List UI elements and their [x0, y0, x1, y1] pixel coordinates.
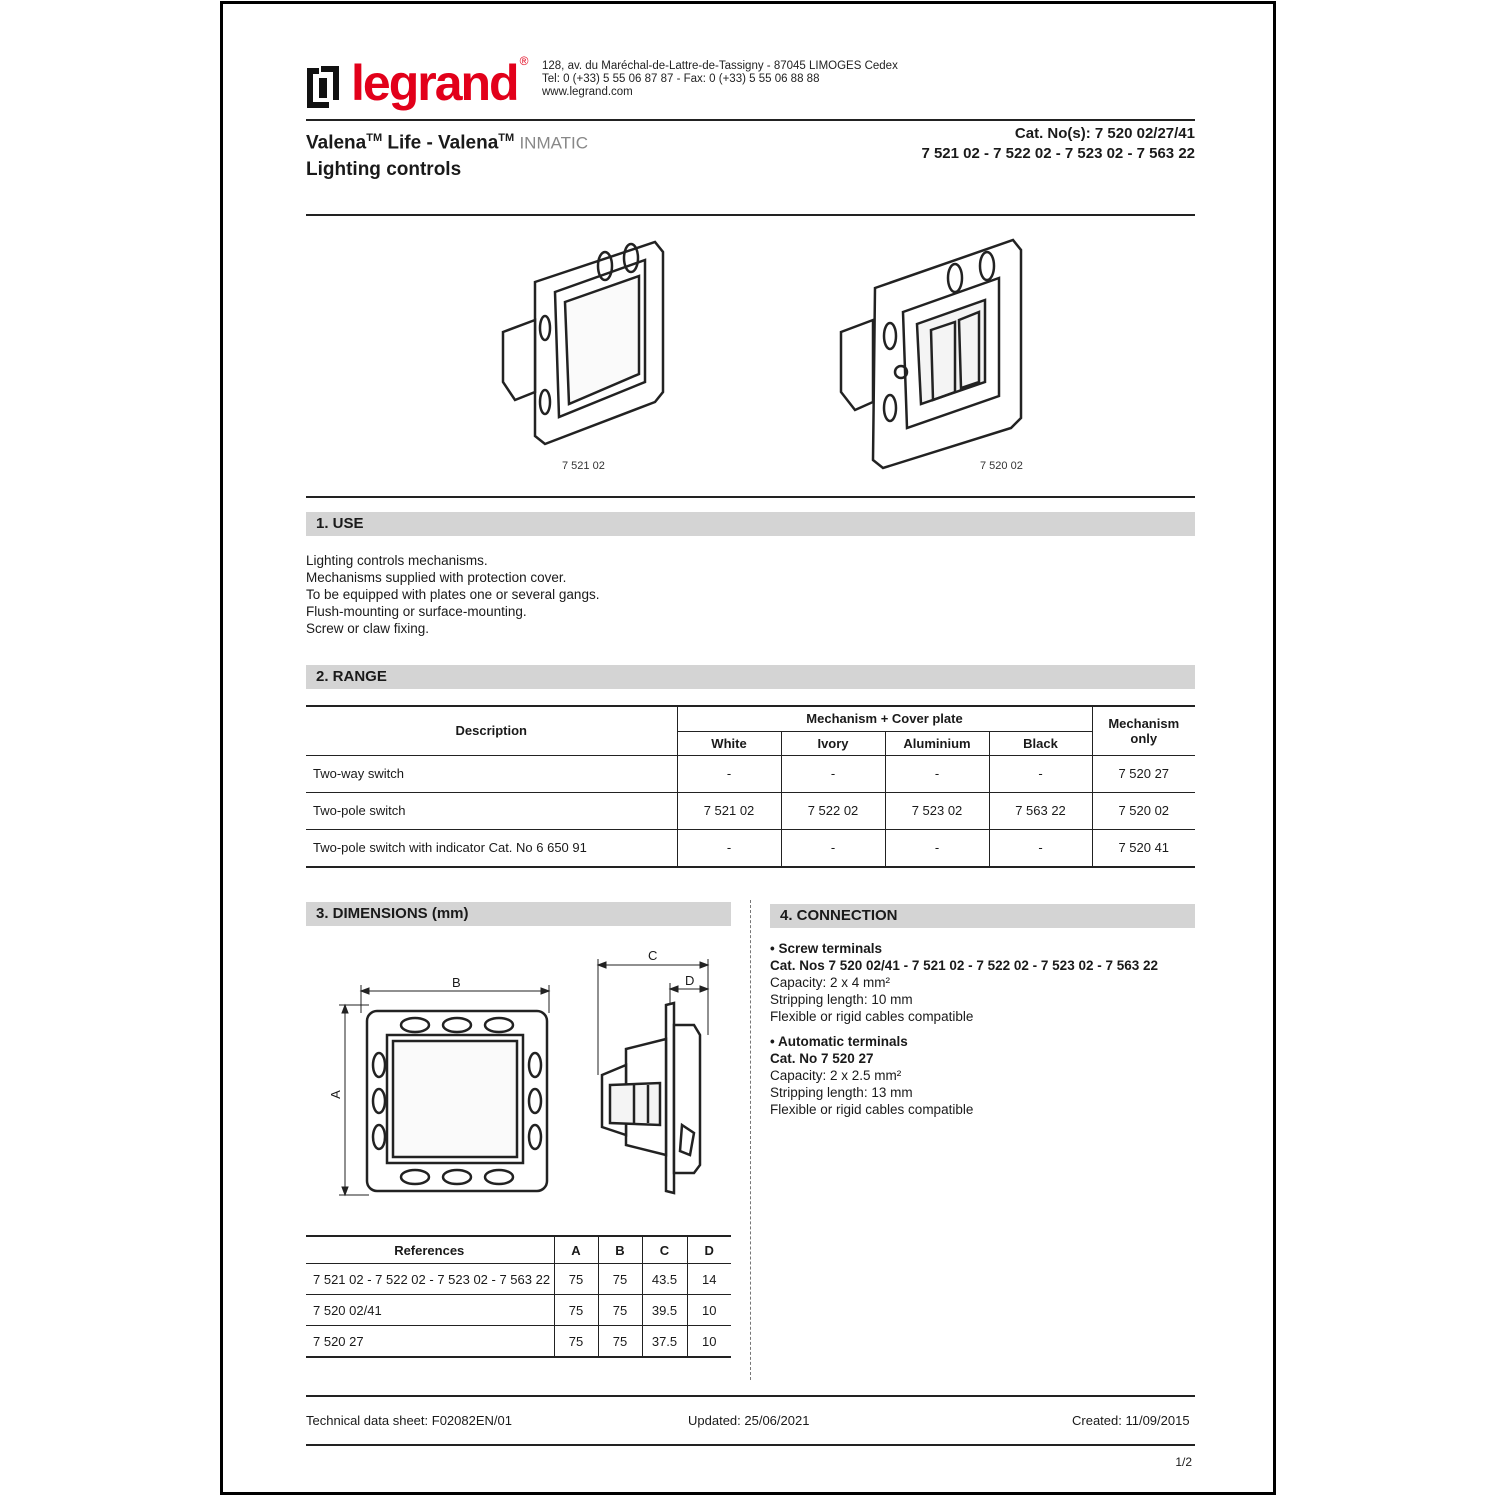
- column-header-c: C: [642, 1236, 687, 1264]
- section-heading-connection: 4. CONNECTION: [770, 904, 1195, 928]
- use-line: To be equipped with plates one or several gangs.: [306, 587, 600, 602]
- side-dimension-drawing: [590, 955, 720, 1200]
- dimension-label-d: D: [685, 973, 695, 988]
- column-header-mechanism-only: Mechanism only: [1092, 706, 1195, 755]
- use-line: Flush-mounting or surface-mounting.: [306, 604, 527, 619]
- connection-details: [770, 940, 1158, 1118]
- screw-capacity: Capacity: 2 x 4 mm²: [770, 975, 891, 990]
- dimension-label-b: B: [452, 975, 461, 990]
- column-header-ivory: Ivory: [781, 731, 885, 755]
- product-image-mechanism: [835, 232, 1030, 472]
- automatic-terminals-cat: Cat. No 7 520 27: [770, 1051, 874, 1066]
- divider: [306, 119, 1195, 121]
- divider: [306, 1395, 1195, 1397]
- screw-cables: Flexible or rigid cables compatible: [770, 1009, 974, 1024]
- divider: [306, 496, 1195, 498]
- column-header-aluminium: Aluminium: [885, 731, 989, 755]
- front-dimension-drawing: [325, 965, 565, 1205]
- column-header-d: D: [687, 1236, 731, 1264]
- company-address: [542, 60, 898, 99]
- image-caption-left: 7 521 02: [562, 460, 605, 472]
- legrand-logo-icon: [305, 64, 341, 108]
- inmatic-logo: INMATIC: [519, 133, 589, 153]
- document-subtitle: Lighting controls: [306, 159, 462, 181]
- document-title: Valena™ Life - Valena™ INMATIC Lighting controls: [306, 125, 588, 183]
- dimension-label-a: A: [327, 1090, 343, 1099]
- table-row: 7 520 02/41 75 75 39.5 10: [306, 1295, 731, 1326]
- divider: [306, 214, 1195, 216]
- column-header-a: A: [554, 1236, 598, 1264]
- table-row: 7 520 27 75 75 37.5 10: [306, 1326, 731, 1358]
- table-row: Two-pole switch 7 521 02 7 522 02 7 523 02 7 563 22 7 520 02: [306, 792, 1195, 829]
- column-divider: [750, 900, 751, 1380]
- screw-terminals-title: • Screw terminals: [770, 941, 883, 956]
- address-line: 128, av. du Maréchal-de-Lattre-de-Tassigny - 87045 LIMOGES Cedex: [542, 60, 898, 72]
- website-link[interactable]: www.legrand.com: [542, 86, 633, 98]
- use-line: Lighting controls mechanisms.: [306, 553, 488, 568]
- footer-updated: Updated: 25/06/2021: [688, 1413, 810, 1428]
- catalogue-numbers: Cat. No(s): 7 520 02/27/41 7 521 02 - 7 522 02 - 7 523 02 - 7 563 22: [921, 125, 1195, 162]
- logo-text: legrand: [351, 55, 518, 111]
- dimensions-table: [306, 1235, 731, 1358]
- section-heading-use: 1. USE: [306, 512, 1195, 536]
- table-row: 7 521 02 - 7 522 02 - 7 523 02 - 7 563 22 75 75 43.5 14: [306, 1264, 731, 1295]
- image-caption-right: 7 520 02: [980, 460, 1023, 472]
- screw-stripping-length: Stripping length: 10 mm: [770, 992, 913, 1007]
- table-row: Two-pole switch with indicator Cat. No 6 650 91 - - - - 7 520 41: [306, 829, 1195, 867]
- use-line: Screw or claw fixing.: [306, 621, 430, 636]
- auto-stripping-length: Stripping length: 13 mm: [770, 1085, 913, 1100]
- page-number: 1/2: [1175, 1455, 1192, 1469]
- divider: [306, 1444, 1195, 1446]
- column-header-black: Black: [989, 731, 1092, 755]
- screw-terminals-cat: Cat. Nos 7 520 02/41 - 7 521 02 - 7 522 02 - 7 523 02 - 7 563 22: [770, 958, 1159, 973]
- dimension-label-c: C: [648, 948, 658, 963]
- column-header-b: B: [598, 1236, 642, 1264]
- column-header-description: Description: [306, 706, 677, 755]
- product-image-switch: [495, 232, 675, 454]
- column-group-header: Mechanism + Cover plate: [677, 706, 1092, 731]
- footer-created: Created: 11/09/2015: [1072, 1413, 1190, 1428]
- automatic-terminals-title: • Automatic terminals: [770, 1034, 908, 1049]
- registered-mark: ®: [519, 54, 529, 68]
- column-header-references: References: [306, 1236, 554, 1264]
- section-heading-range: 2. RANGE: [306, 665, 1195, 689]
- use-line: Mechanisms supplied with protection cover.: [306, 570, 567, 585]
- column-header-white: White: [677, 731, 781, 755]
- use-description: [306, 552, 599, 637]
- auto-capacity: Capacity: 2 x 2.5 mm²: [770, 1068, 902, 1083]
- legrand-logo: [305, 54, 529, 111]
- footer-sheet-id: Technical data sheet: F02082EN/01: [306, 1413, 512, 1428]
- auto-cables: Flexible or rigid cables compatible: [770, 1102, 974, 1117]
- section-heading-dimensions: 3. DIMENSIONS (mm): [306, 902, 731, 926]
- table-row: Two-way switch - - - - 7 520 27: [306, 755, 1195, 792]
- range-table: [306, 705, 1195, 868]
- phone-fax-line: Tel: 0 (+33) 5 55 06 87 87 - Fax: 0 (+33) 5 55 06 88 88: [542, 73, 820, 85]
